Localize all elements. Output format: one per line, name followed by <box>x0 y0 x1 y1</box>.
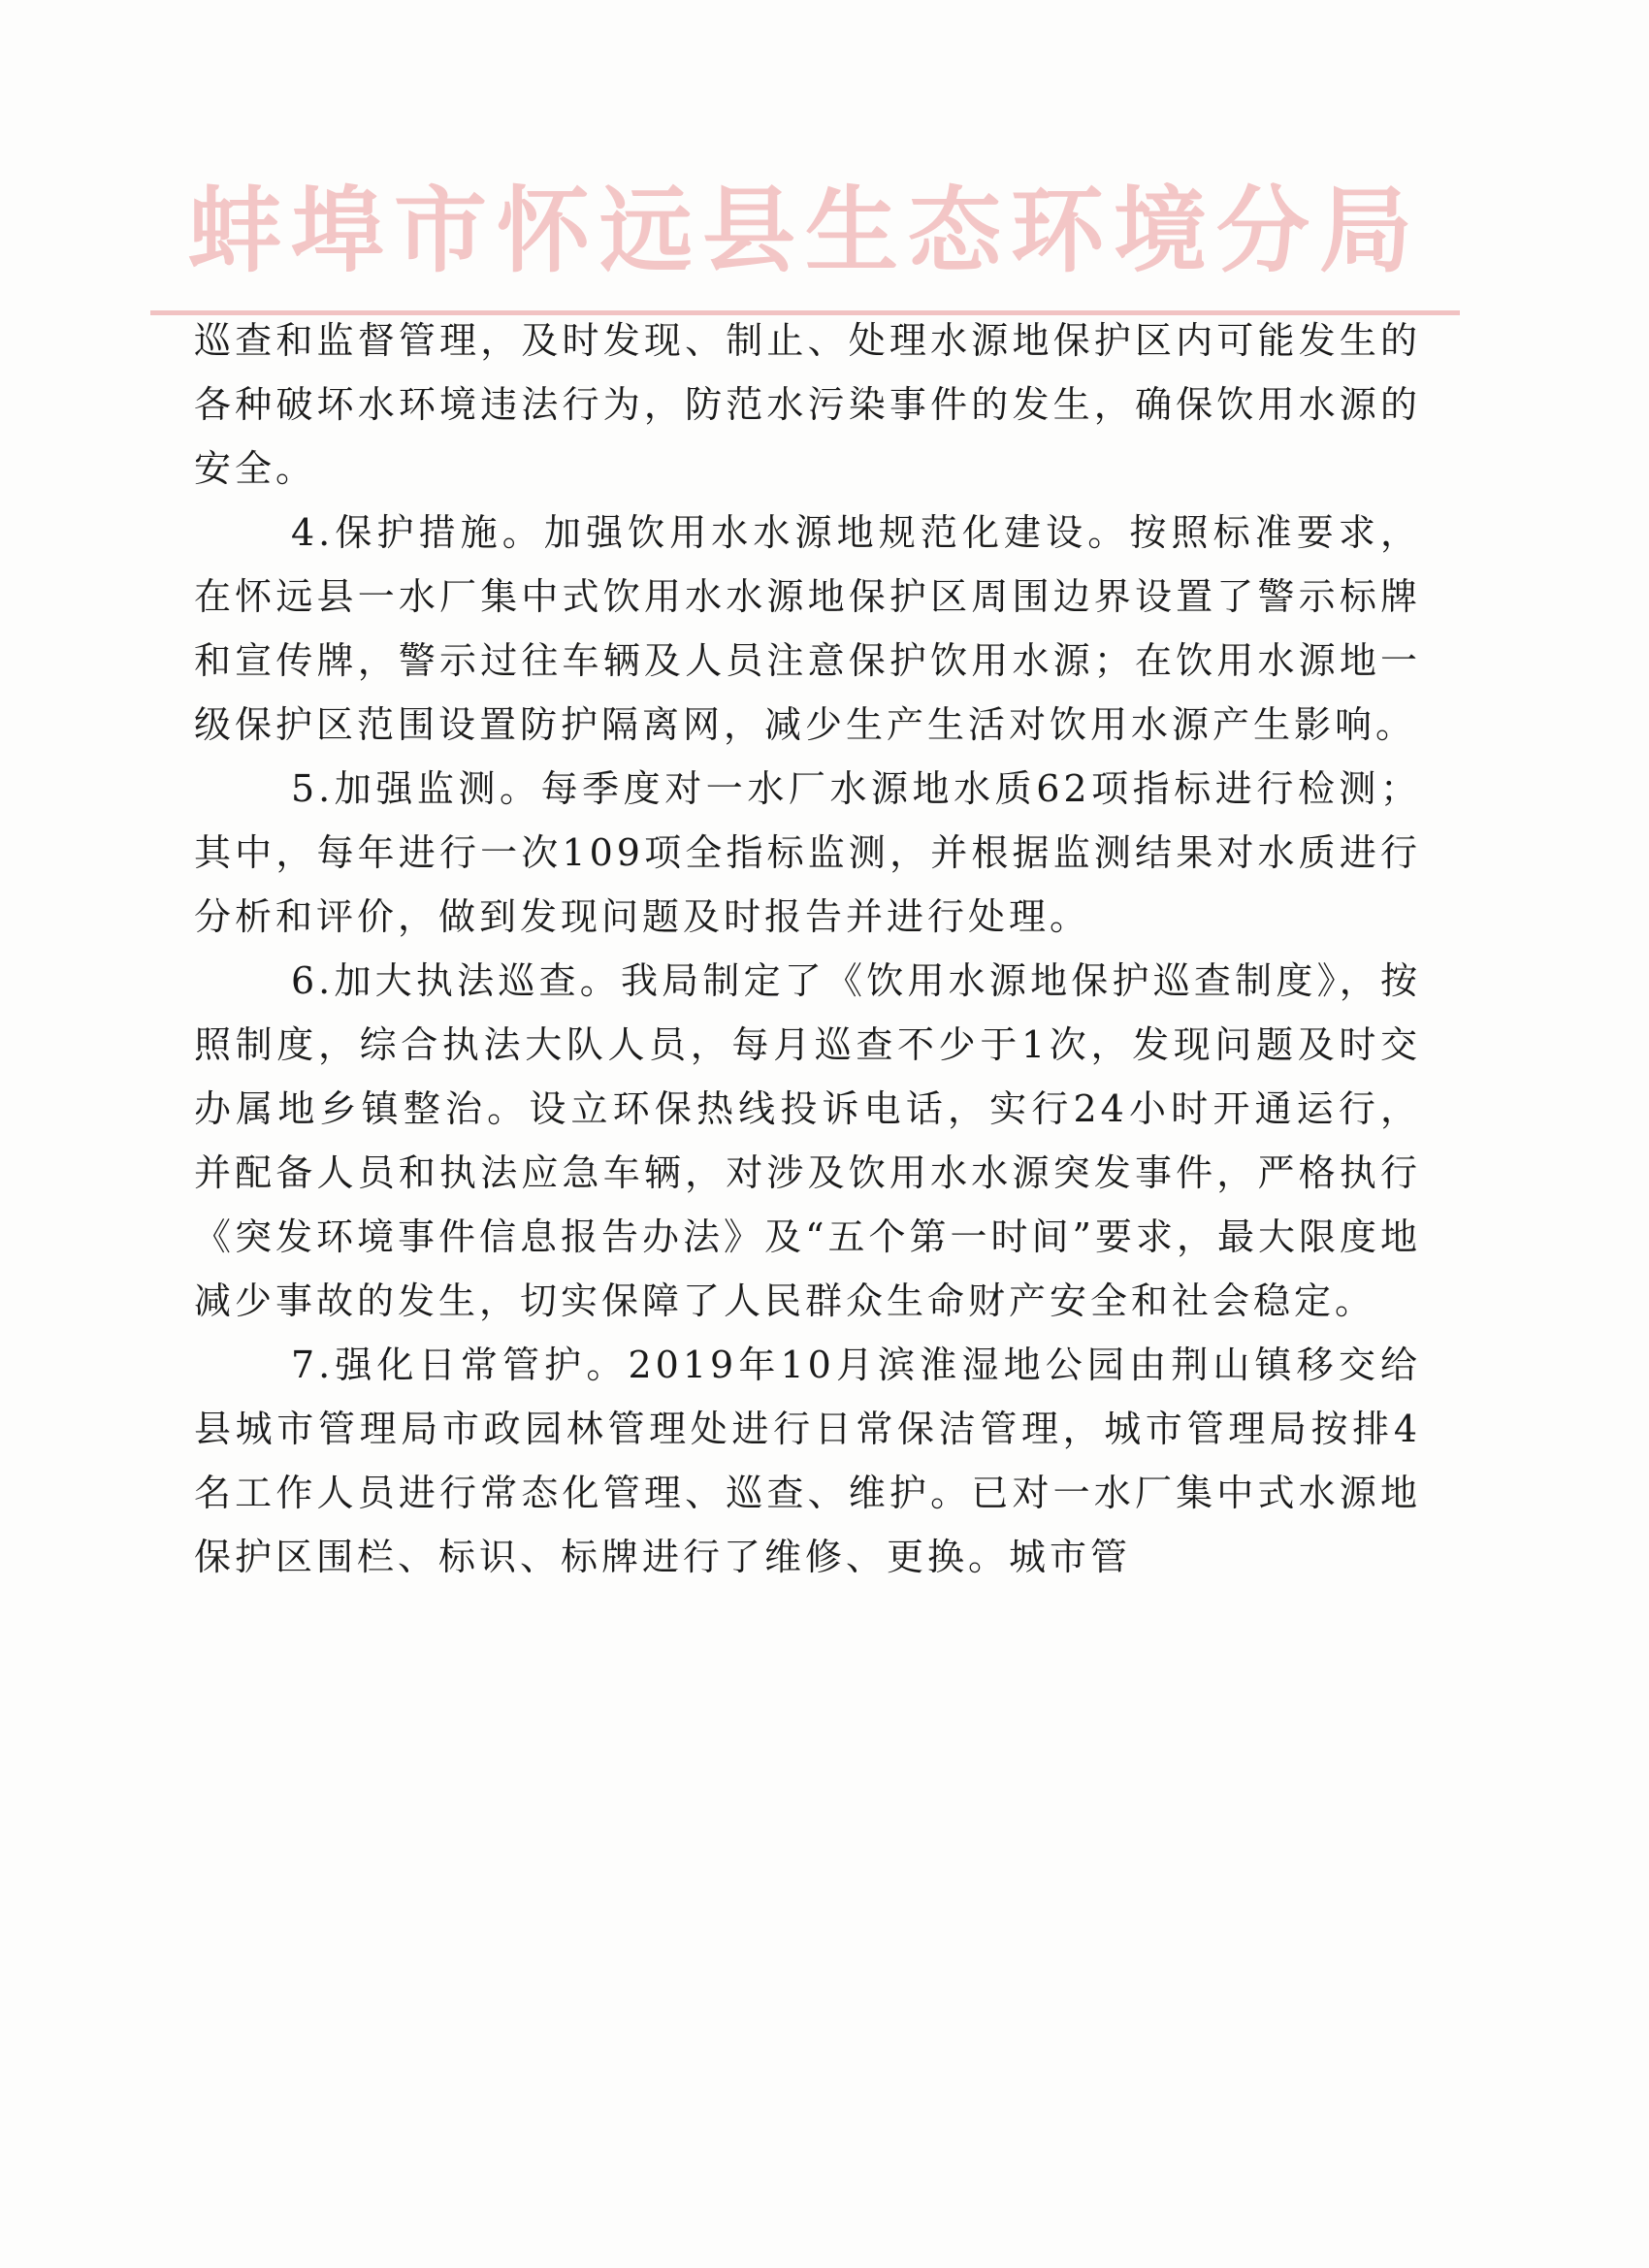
document-body <box>194 308 1421 1589</box>
paragraph-continued: 巡查和监督管理，及时发现、制止、处理水源地保护区内可能发生的各种破坏水环境违法行为，防范水污染事件的发生，确保饮用水源的安全。 <box>194 319 1421 490</box>
paragraph-enforcement: 6.加大执法巡查。我局制定了《饮用水源地保护巡查制度》，按照制度，综合执法大队人员，每月巡查不少于1次，发现问题及时交办属地乡镇整治。设立环保热线投诉电话，实行24小时开通运行，并配备人员和执法应急车辆，对涉及饮用水水源突发事件，严格执行《突发环境事件信息报告办法》及“五个第一时间”要求，最大限度地减少事故的发生，切实保障了人民群众生命财产安全和社会稳定。 <box>194 959 1421 1322</box>
paragraph-protection-measures: 4.保护措施。加强饮用水水源地规范化建设。按照标准要求，在怀远县一水厂集中式饮用水水源地保护区周围边界设置了警示标牌和宣传牌，警示过往车辆及人员注意保护饮用水源；在饮用水源地一级保护区范围设置防护隔离网，减少生产生活对饮用水源产生影响。 <box>194 511 1421 746</box>
letterhead-title: 蚌埠市怀远县生态环境分局 <box>188 176 1422 285</box>
paragraph-daily-management: 7.强化日常管护。2019年10月滨淮湿地公园由荆山镇移交给县城市管理局市政园林管理处进行日常保洁管理，城市管理局按排4名工作人员进行常态化管理、巡查、维护。已对一水厂集中式水源地保护区围栏、标识、标牌进行了维修、更换。城市管 <box>194 1344 1421 1578</box>
paragraph-monitoring: 5.加强监测。每季度对一水厂水源地水质62项指标进行检测；其中，每年进行一次109项全指标监测，并根据监测结果对水质进行分析和评价，做到发现问题及时报告并进行处理。 <box>194 767 1421 938</box>
letterhead <box>184 173 1426 318</box>
